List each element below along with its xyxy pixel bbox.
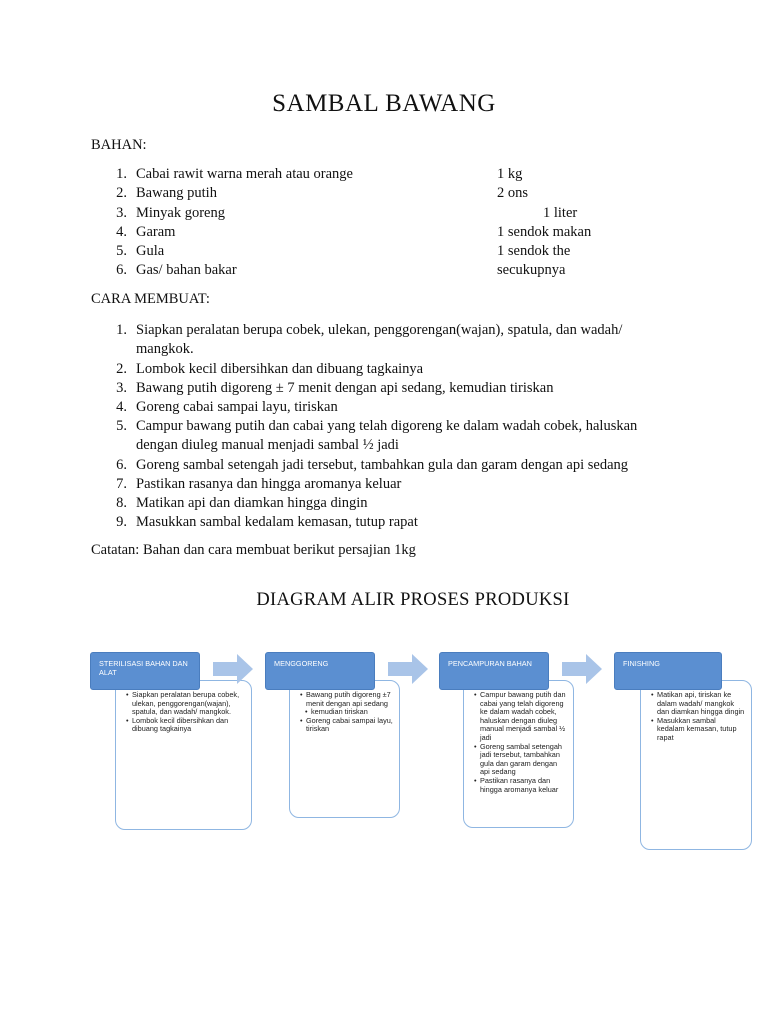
stage-2-item-text: Bawang putih digoreng ±7 menit dengan api sedang [306,690,391,708]
bullet-icon: • [126,690,129,699]
stage-2-item [300,715,393,734]
stage-3-item-text: Campur bawang putih dan cabai yang telah digoreng ke dalam wadah cobek, haluskan dengan diuleg manual menjadi sambal ½ jadi [480,690,566,742]
flow-arrow-icon [562,654,602,684]
stage-4-item-text: Matikan api, tiriskan ke dalam wadah/ mangkok dan diamkan hingga dingin [657,690,745,717]
step-text: Bawang putih digoreng ± 7 menit dengan api sedang, kemudian tiriskan [136,380,554,396]
step-number: 6. [116,457,127,473]
stage-2-header: MENGGORENG [265,652,375,690]
ingredient-row [0,243,768,262]
stage-1-item-text: Lombok kecil dibersihkan dan dibuang tagkainya [132,715,229,734]
bullet-icon: • [651,690,654,699]
ingredient-number: 4. [116,224,127,240]
bullet-icon: • [474,690,477,699]
step-number: 3. [116,380,127,396]
stage-2-content-box [289,680,400,818]
ingredient-name: Minyak goreng [136,205,225,221]
ingredient-name: Garam [136,224,176,240]
step-text: Goreng cabai sampai layu, tiriskan [136,399,338,415]
bullet-icon: • [300,690,303,699]
step-number: 8. [116,495,127,511]
step-text: Matikan api dan diamkan hingga dingin [136,495,368,511]
stage-4-content-box [640,680,752,850]
stage-3-item [474,690,567,743]
ingredient-quantity: 1 liter [543,205,578,221]
step-text: Siapkan peralatan berupa cobek, ulekan, penggorengan(wajan), spatula, dan wadah/ mangkok. [136,322,623,357]
step-number: 4. [116,399,127,415]
note-text: Catatan: Bahan dan cara membuat berikut persajian 1kg [91,542,416,558]
cara-membuat-heading: CARA MEMBUAT: [91,291,210,307]
ingredient-quantity: 1 sendok the [497,243,571,259]
bullet-icon: • [305,707,308,717]
ingredient-number: 1. [116,166,127,182]
bullet-icon: • [474,775,477,785]
ingredient-number: 2. [116,185,127,201]
ingredient-number: 6. [116,262,127,278]
step-text: Lombok kecil dibersihkan dan dibuang tagkainya [136,361,424,377]
ingredient-row [0,224,768,243]
ingredient-row [0,166,768,185]
bahan-heading: BAHAN: [91,137,147,153]
ingredient-name: Gula [136,243,165,259]
stage-3-item-text: Goreng sambal setengah jadi tersebut, tambahkan gula dan garam dengan api sedang [480,741,562,777]
step-number: 7. [116,476,127,492]
step-text: Masukkan sambal kedalam kemasan, tutup rapat [136,514,418,530]
flow-arrow-icon [213,654,253,684]
step-text: Campur bawang putih dan cabai yang telah digoreng ke dalam wadah cobek, haluskan dengan diuleg manual menjadi sambal ½ jadi [136,418,638,453]
stage-3-item [474,741,567,777]
stage-4-item-text: Masukkan sambal kedalam kemasan, tutup rapat [657,715,737,742]
stage-3-header: PENCAMPURAN BAHAN [439,652,549,690]
step-number: 1. [116,322,127,338]
flow-arrow-icon [388,654,428,684]
step-number: 2. [116,361,127,377]
ingredient-name: Bawang putih [136,185,217,201]
step-number: 9. [116,514,127,530]
stage-4-item [651,690,745,717]
ingredient-name: Cabai rawit warna merah atau orange [136,166,353,182]
ingredient-row [0,185,768,204]
stage-1-content-box [115,680,252,830]
bullet-icon: • [474,741,477,751]
stage-2-item-text: Goreng cabai sampai layu, tiriskan [306,715,393,734]
ingredient-quantity: 1 kg [497,166,523,182]
ingredient-name: Gas/ bahan bakar [136,262,237,278]
stage-1-item [126,715,245,734]
ingredient-number: 3. [116,205,127,221]
ingredient-quantity: secukupnya [497,262,566,278]
stage-3-item-text: Pastikan rasanya dan hingga aromanya keluar [480,775,559,794]
stage-1-item-text: Siapkan peralatan berupa cobek, ulekan, penggorengan(wajan), spatula, dan wadah/ mangkok. [132,690,240,717]
diagram-title: DIAGRAM ALIR PROSES PRODUKSI [256,590,570,610]
ingredient-row [0,262,768,281]
stage-4-header: FINISHING [614,652,722,690]
bullet-icon: • [300,715,303,725]
stage-1-item [126,690,245,717]
stage-1-header: STERILISASI BAHAN DAN ALAT [90,652,200,690]
stage-4-item [651,715,745,743]
stage-2-item [300,690,393,708]
step-text: Pastikan rasanya dan hingga aromanya keluar [136,476,402,492]
ingredient-number: 5. [116,243,127,259]
stage-2-item-text: kemudian tiriskan [311,707,368,717]
document-title: SAMBAL BAWANG [272,90,496,117]
stage-3-content-box [463,680,574,828]
ingredient-quantity: 2 ons [497,185,529,201]
bullet-icon: • [126,715,129,725]
stage-3-item [474,775,567,794]
ingredient-quantity: 1 sendok makan [497,224,592,240]
step-number: 5. [116,418,127,434]
step-text: Goreng sambal setengah jadi tersebut, tambahkan gula dan garam dengan api sedang [136,457,629,473]
ingredient-row [0,205,768,224]
bullet-icon: • [651,715,654,725]
